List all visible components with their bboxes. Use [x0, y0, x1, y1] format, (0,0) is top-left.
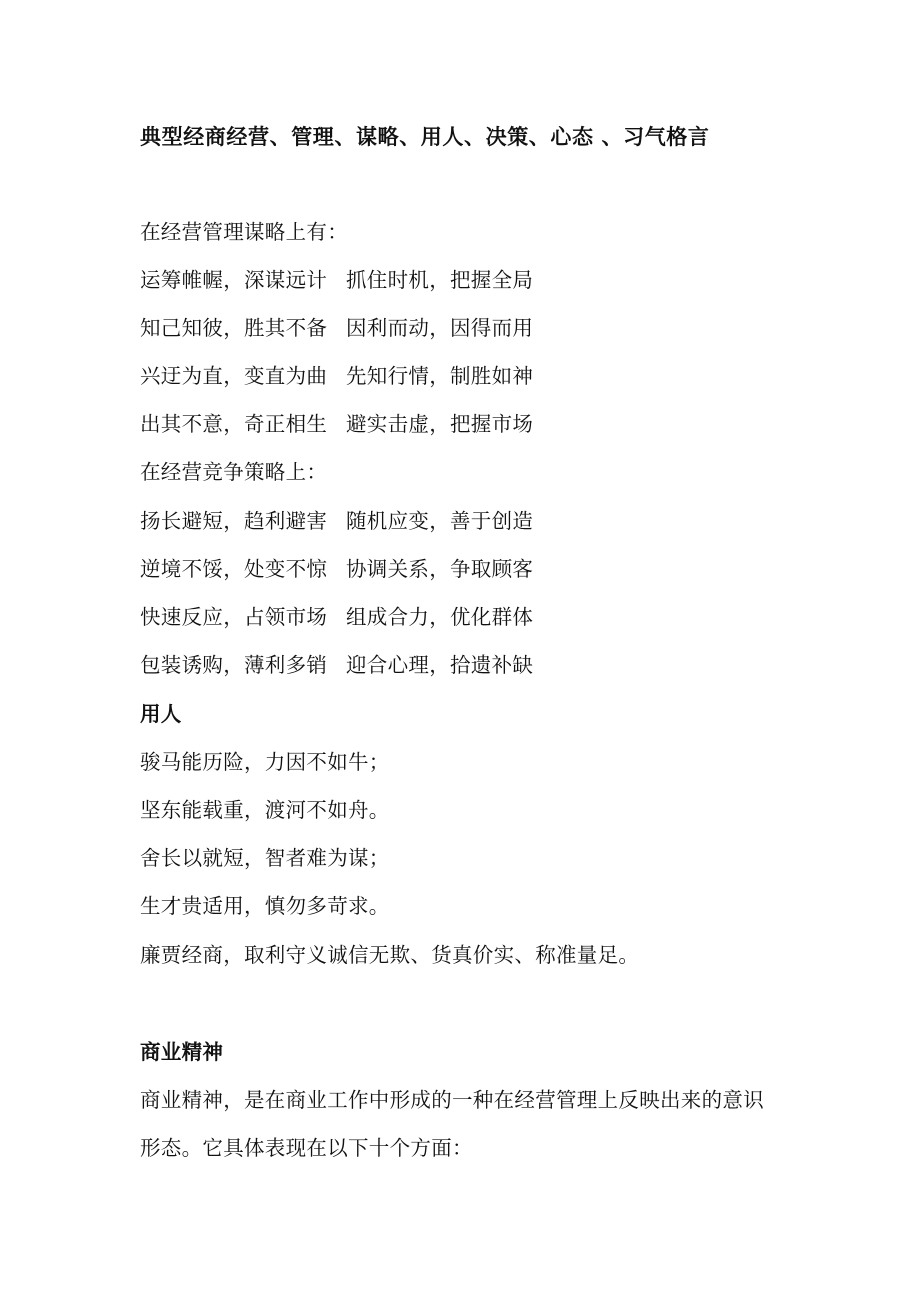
competition-row-3-right: 组成合力，优化群体	[346, 605, 534, 629]
competition-row-2-left: 逆境不馁，处变不惊	[140, 557, 328, 581]
strategy-row-4-right: 避实击虚，把握市场	[346, 412, 534, 436]
strategy-row-3-right: 先知行情，制胜如神	[346, 364, 534, 388]
competition-row-4-right: 迎合心理，拾遗补缺	[346, 653, 534, 677]
employment-line-4: 生才贵适用，慎勿多苛求。	[140, 894, 390, 918]
strategy-row-2-left: 知己知彼，胜其不备	[140, 316, 328, 340]
strategy-row-4-left: 出其不意，奇正相生	[140, 412, 328, 436]
strategy-heading: 在经营管理谋略上有：	[140, 220, 348, 244]
competition-row-1-left: 扬长避短，趋利避害	[140, 509, 328, 533]
competition-row-2-right: 协调关系，争取顾客	[346, 557, 534, 581]
competition-heading: 在经营竞争策略上：	[140, 460, 328, 484]
page-title: 典型经商经营、管理、谋略、用人、决策、心态 、习气格言	[140, 125, 710, 149]
strategy-row-3-left: 兴迂为直，变直为曲	[140, 364, 328, 388]
competition-row-4-left: 包装诱购，薄利多销	[140, 653, 328, 677]
spirit-heading: 商业精神	[140, 1040, 224, 1064]
spirit-paragraph-line-2: 形态。它具体表现在以下十个方面：	[140, 1136, 473, 1160]
competition-row-1-right: 随机应变，善于创造	[346, 509, 534, 533]
strategy-row-2-right: 因利而动，因得而用	[346, 316, 534, 340]
employment-line-5: 廉贾经商，取利守义诚信无欺、货真价实、称准量足。	[140, 943, 640, 967]
strategy-row-1-right: 抓住时机，把握全局	[346, 268, 534, 292]
competition-row-3-left: 快速反应，占领市场	[140, 605, 328, 629]
employment-line-2: 坚东能载重，渡河不如舟。	[140, 798, 390, 822]
employment-line-3: 舍长以就短，智者难为谋；	[140, 846, 390, 870]
employment-heading: 用人	[140, 702, 182, 726]
spirit-paragraph-line-1: 商业精神，是在商业工作中形成的一种在经营管理上反映出来的意识	[140, 1088, 764, 1112]
strategy-row-1-left: 运筹帷幄，深谋远计	[140, 268, 328, 292]
employment-line-1: 骏马能历险，力因不如牛；	[140, 750, 390, 774]
